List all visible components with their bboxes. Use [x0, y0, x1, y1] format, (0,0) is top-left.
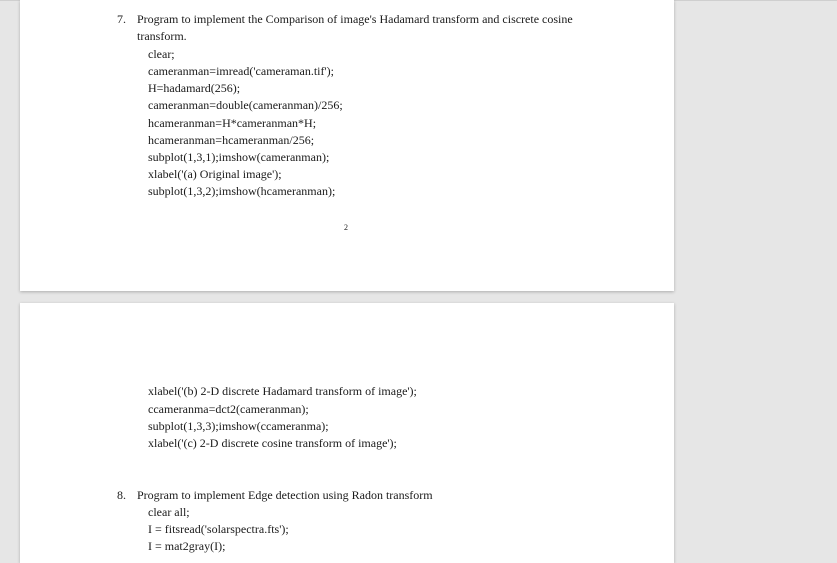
code-line: cameranman=double(cameranman)/256; [148, 98, 343, 112]
code-line: xlabel('(a) Original image'); [148, 167, 282, 181]
item-8-title: Program to implement Edge detection using Radon transform [137, 488, 433, 502]
document-page-2 [20, 303, 674, 563]
code-line: clear; [148, 47, 175, 61]
code-line: subplot(1,3,3);imshow(ccameranma); [148, 419, 329, 433]
code-line: hcameranman=H*cameranman*H; [148, 116, 317, 130]
item-7-title-line-1: Program to implement the Comparison of image's Hadamard transform and ciscrete cosine [137, 12, 573, 26]
item-7-title-line-2: transform. [137, 29, 187, 43]
code-line: hcameranman=hcameranman/256; [148, 133, 315, 147]
code-line: ccameranma=dct2(cameranman); [148, 402, 309, 416]
code-line: I = fitsread('solarspectra.fts'); [148, 522, 289, 536]
item-8-number: 8. [117, 488, 126, 502]
document-page-1 [20, 0, 674, 291]
code-line: subplot(1,3,2);imshow(hcameranman); [148, 184, 336, 198]
code-line: clear all; [148, 505, 190, 519]
item-7-number: 7. [117, 12, 126, 26]
code-line: cameranman=imread('cameraman.tif'); [148, 64, 334, 78]
code-line: subplot(1,3,1);imshow(cameranman); [148, 150, 330, 164]
page-number: 2 [344, 223, 348, 232]
code-line: H=hadamard(256); [148, 81, 241, 95]
code-line: xlabel('(b) 2-D discrete Hadamard transform of image'); [148, 384, 417, 398]
code-line: I = mat2gray(I); [148, 539, 226, 553]
code-line: xlabel('(c) 2-D discrete cosine transform of image'); [148, 436, 397, 450]
